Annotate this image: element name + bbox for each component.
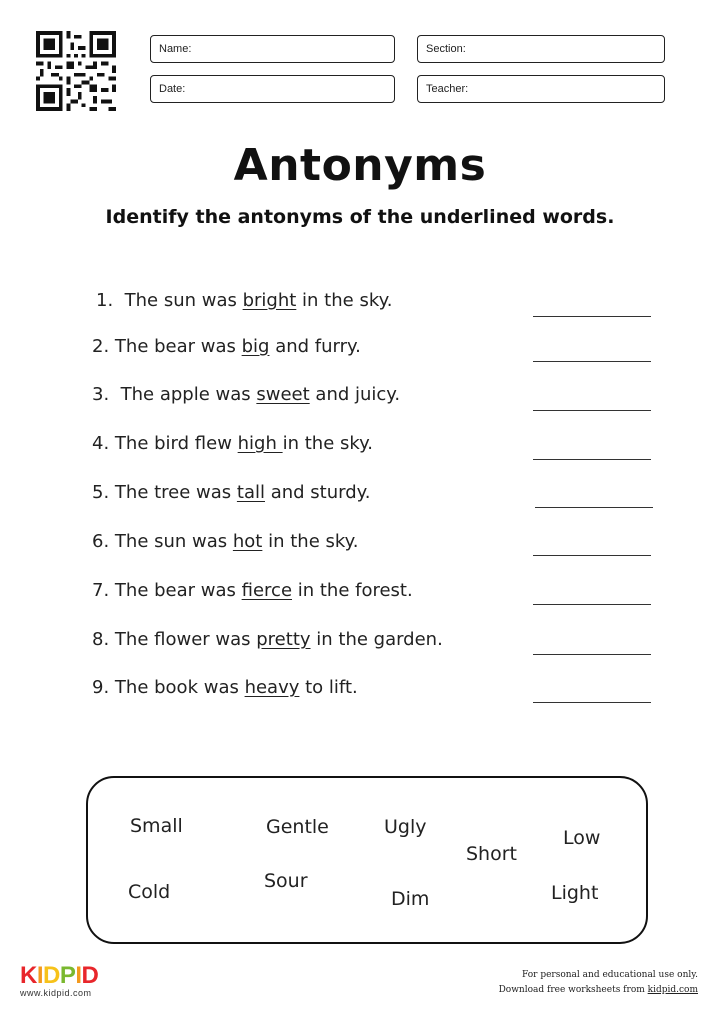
question-text: and juicy. <box>309 384 401 405</box>
underlined-word: big <box>241 336 270 357</box>
question-number: 6. <box>92 531 110 552</box>
answer-blank[interactable] <box>533 654 651 655</box>
footer-line-2-text: Download free worksheets from <box>498 985 648 995</box>
question-text: The book was <box>114 677 245 698</box>
underlined-word: pretty <box>256 629 311 650</box>
underlined-word: hot <box>232 531 263 552</box>
question-number: 8. <box>92 629 110 650</box>
underlined-word: fierce <box>241 580 293 601</box>
question-item <box>96 290 392 311</box>
answer-blank[interactable] <box>533 410 651 411</box>
question-text: in the sky. <box>262 531 359 552</box>
footer-line-2 <box>499 983 698 998</box>
question-item <box>92 580 413 601</box>
question-text: The bear was <box>114 336 242 357</box>
word-bank-item: Cold <box>128 881 171 903</box>
logo-text: KIDPID <box>20 962 99 989</box>
question-text: to lift. <box>299 677 358 698</box>
question-number: 4. <box>92 433 110 454</box>
underlined-word: sweet <box>256 384 310 405</box>
word-bank-item: Dim <box>391 888 430 910</box>
date-field[interactable] <box>150 75 395 103</box>
page-title: Antonyms <box>233 140 487 191</box>
question-text: in the garden. <box>310 629 443 650</box>
footer-line-1: For personal and educational use only. <box>522 970 698 980</box>
answer-blank[interactable] <box>533 604 651 605</box>
instruction: Identify the antonyms of the underlined words. <box>105 206 615 228</box>
question-item <box>92 433 373 454</box>
section-label: Section: <box>426 43 466 55</box>
answer-blank[interactable] <box>533 702 651 703</box>
teacher-label: Teacher: <box>426 83 469 95</box>
teacher-field[interactable] <box>417 75 665 103</box>
question-number: 3. <box>92 384 110 405</box>
question-text: The tree was <box>114 482 237 503</box>
question-text: The flower was <box>114 629 257 650</box>
underlined-word: tall <box>236 482 265 503</box>
answer-blank[interactable] <box>535 507 653 508</box>
kidpid-logo[interactable] <box>20 962 98 998</box>
question-text: and furry. <box>269 336 361 357</box>
question-text: and sturdy. <box>265 482 371 503</box>
word-bank-item: Ugly <box>384 816 427 838</box>
question-text: in the sky. <box>282 433 373 454</box>
question-item <box>92 384 400 405</box>
question-item <box>92 336 361 357</box>
logo-url: www.kidpid.com <box>20 988 92 998</box>
question-number: 7. <box>92 580 110 601</box>
question-text: The sun was <box>114 531 233 552</box>
question-number: 5. <box>92 482 110 503</box>
question-item <box>92 531 358 552</box>
footer-link[interactable]: kidpid.com <box>647 985 698 995</box>
question-number: 9. <box>92 677 110 698</box>
answer-blank[interactable] <box>533 555 651 556</box>
underlined-word: bright <box>242 290 297 311</box>
word-bank-item: Small <box>130 815 183 837</box>
question-item <box>92 677 358 698</box>
answer-blank[interactable] <box>533 361 651 362</box>
question-text: The bear was <box>114 580 242 601</box>
word-bank-item: Short <box>466 843 517 865</box>
date-label: Date: <box>159 83 186 95</box>
question-number: 1. <box>96 290 114 311</box>
name-label: Name: <box>159 43 192 55</box>
word-bank-item: Sour <box>264 870 308 892</box>
question-item <box>92 482 370 503</box>
underlined-word: high <box>237 433 283 454</box>
question-text: The sun was <box>124 290 243 311</box>
section-field[interactable] <box>417 35 665 63</box>
question-text: in the forest. <box>292 580 413 601</box>
name-field[interactable] <box>150 35 395 63</box>
word-bank-item: Low <box>563 827 601 849</box>
question-text: The bird flew <box>114 433 238 454</box>
question-text: in the sky. <box>296 290 393 311</box>
answer-blank[interactable] <box>533 316 651 317</box>
word-bank <box>86 776 648 944</box>
question-text: The apple was <box>120 384 257 405</box>
footer <box>499 968 698 998</box>
answer-blank[interactable] <box>533 459 651 460</box>
question-number: 2. <box>92 336 110 357</box>
word-bank-item: Gentle <box>266 816 329 838</box>
underlined-word: heavy <box>244 677 300 698</box>
word-bank-item: Light <box>551 882 599 904</box>
qr-code <box>36 31 116 111</box>
question-item <box>92 629 443 650</box>
